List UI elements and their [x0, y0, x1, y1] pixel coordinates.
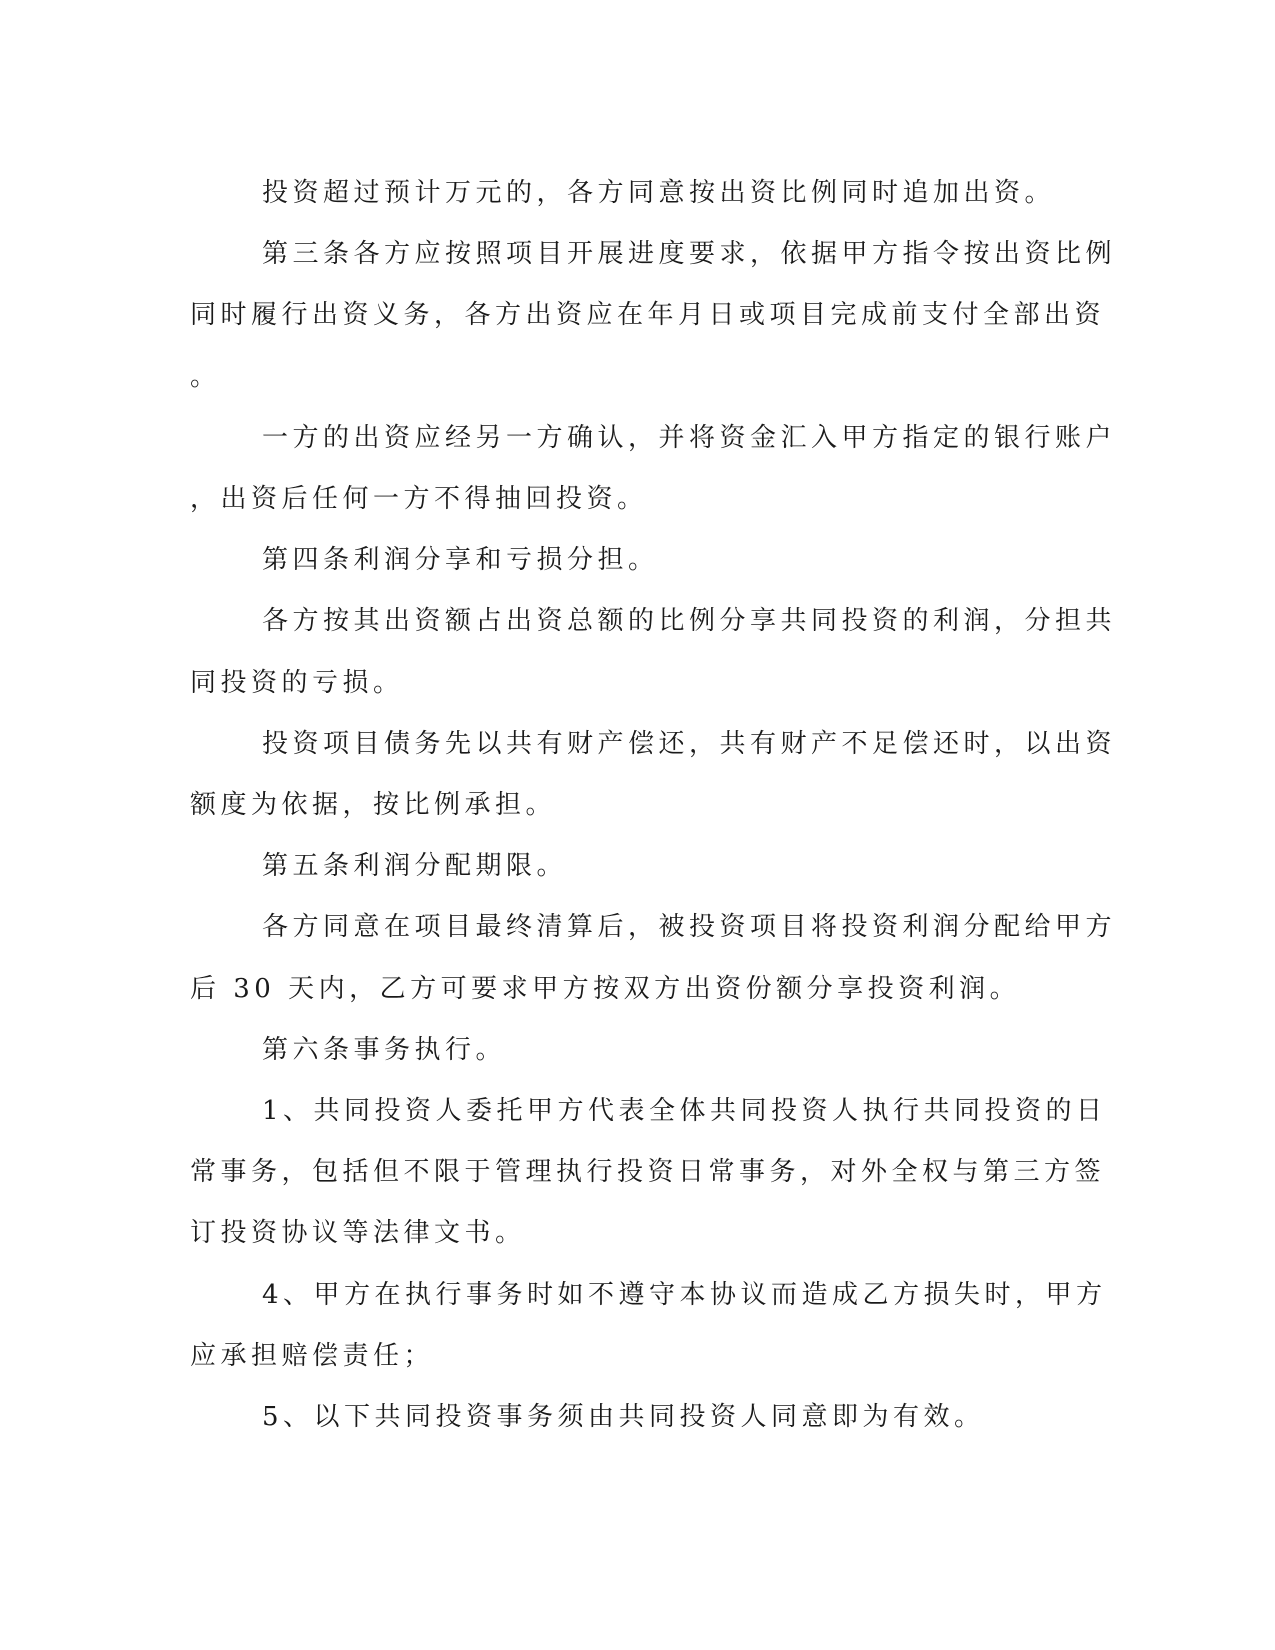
text-line: 1、共同投资人委托甲方代表全体共同投资人执行共同投资的日 [262, 1096, 1107, 1127]
text-line: 应承担赔偿责任； [190, 1340, 435, 1371]
text-line: 5、以下共同投资事务须由共同投资人同意即为有效。 [262, 1402, 985, 1433]
text-line: 常事务，包括但不限于管理执行投资日常事务，对外全权与第三方签 [190, 1157, 1106, 1188]
text-line: 同投资的亏损。 [190, 667, 404, 698]
text-line: 额度为依据，按比例承担。 [190, 790, 557, 821]
text-line: 第六条事务执行。 [262, 1034, 507, 1065]
text-line: ，出资后任何一方不得抽回投资。 [190, 484, 648, 515]
text-line: 同时履行出资义务，各方出资应在年月日或项目完成前支付全部出资 [190, 300, 1106, 331]
text-line: 第五条利润分配期限。 [262, 851, 568, 882]
text-line: 后 30 天内，乙方可要求甲方按双方出资份额分享投资利润。 [190, 973, 1021, 1004]
document-body [190, 163, 1117, 1448]
text-line: 订投资协议等法律文书。 [190, 1218, 526, 1249]
text-line: 各方同意在项目最终清算后，被投资项目将投资利润分配给甲方 [262, 912, 1117, 943]
text-line: 一方的出资应经另一方确认，并将资金汇入甲方指定的银行账户 [262, 422, 1117, 453]
text-line: 第三条各方应按照项目开展进度要求，依据甲方指令按出资比例 [262, 239, 1117, 270]
text-line: 投资项目债务先以共有财产偿还，共有财产不足偿还时，以出资 [262, 728, 1117, 759]
text-line: 。 [190, 361, 221, 392]
text-line: 投资超过预计万元的，各方同意按出资比例同时追加出资。 [262, 178, 1056, 208]
text-line: 第四条利润分享和亏损分担。 [262, 545, 659, 576]
text-line: 各方按其出资额占出资总额的比例分享共同投资的利润，分担共 [262, 606, 1117, 637]
text-line: 4、甲方在执行事务时如不遵守本协议而造成乙方损失时，甲方 [262, 1279, 1107, 1310]
